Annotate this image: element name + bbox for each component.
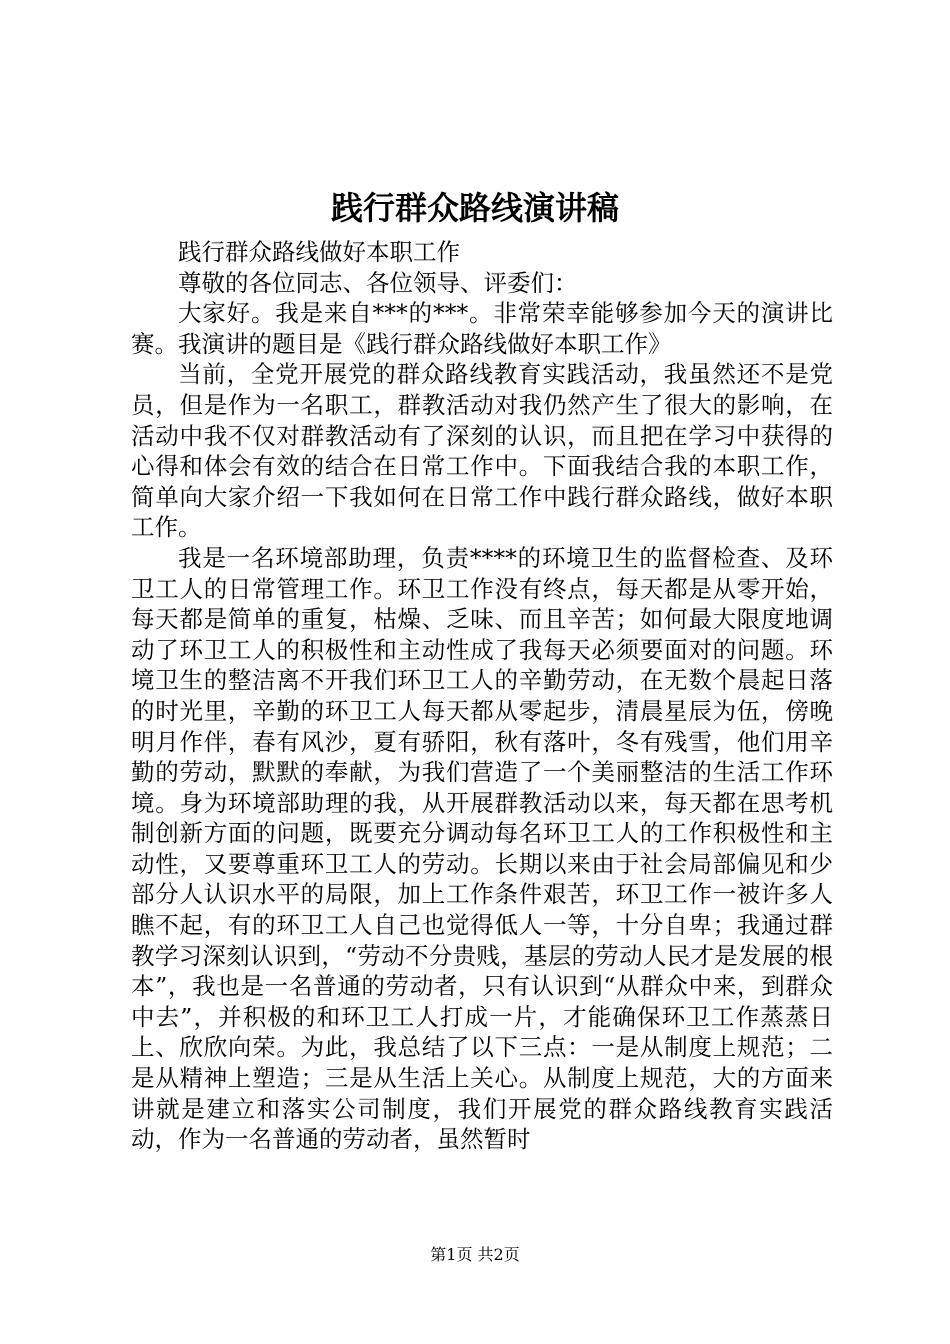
document-body [131,237,833,1155]
body-paragraph: 当前，全党开展党的群众路线教育实践活动，我虽然还不是党员，但是作为一名职工，群教活动对我仍然产生了很大的影响，在活动中我不仅对群教活动有了深刻的认识，而且把在学习中获得的心得和体会有效的结合在日常工作中。下面我结合我的本职工作，简单向大家介绍一下我如何在日常工作中践行群众路线，做好本职工作。 [131,360,833,542]
body-paragraph: 我是一名环境部助理，负责****的环境卫生的监督检查、及环卫工人的日常管理工作。环卫工作没有终点，每天都是从零开始，每天都是简单的重复，枯燥、乏味、而且辛苦；如何最大限度地调动了环卫工人的积极性和主动性成了我每天必须要面对的问题。环境卫生的整洁离不开我们环卫工人的辛勤劳动，在无数个晨起日落的时光里，辛勤的环卫工人每天都从零起步，清晨星辰为伍，傍晚明月作伴，春有风沙，夏有骄阳，秋有落叶，冬有残雪，他们用辛勤的劳动，默默的奉献，为我们营造了一个美丽整洁的生活工作环境。身为环境部助理的我，从开展群教活动以来，每天都在思考机制创新方面的问题，既要充分调动每名环卫工人的工作积极性和主动性，又要尊重环卫工人的劳动。长期以来由于社会局部偏见和少部分人认识水平的局限，加上工作条件艰苦，环卫工作一被许多人瞧不起，有的环卫工人自己也觉得低人一等，十分自卑；我通过群教学习深刻认识到，“劳动不分贵贱，基层的劳动人民才是发展的根本”，我也是一名普通的劳动者，只有认识到“从群众中来，到群众中去”，并积极的和环卫工人打成一片，才能确保环卫工作蒸蒸日上、欣欣向荣。为此，我总结了以下三点：一是从制度上规范；二是从精神上塑造；三是从生活上关心。从制度上规范，大的方面来讲就是建立和落实公司制度，我们开展党的群众路线教育实践活动，作为一名普通的劳动者，虽然暂时 [131,543,833,1154]
salutation-paragraph: 尊敬的各位同志、各位领导、评委们： [178,268,578,297]
page-number-footer: 第1页 共2页 [430,1245,520,1264]
subtitle-paragraph: 践行群众路线做好本职工作 [178,238,460,266]
body-paragraph: 大家好。我是来自***的***。非常荣幸能够参加今天的演讲比赛。我演讲的题目是《践行群众路线做好本职工作》 [131,299,833,358]
document-title: 践行群众路线演讲稿 [330,189,619,227]
